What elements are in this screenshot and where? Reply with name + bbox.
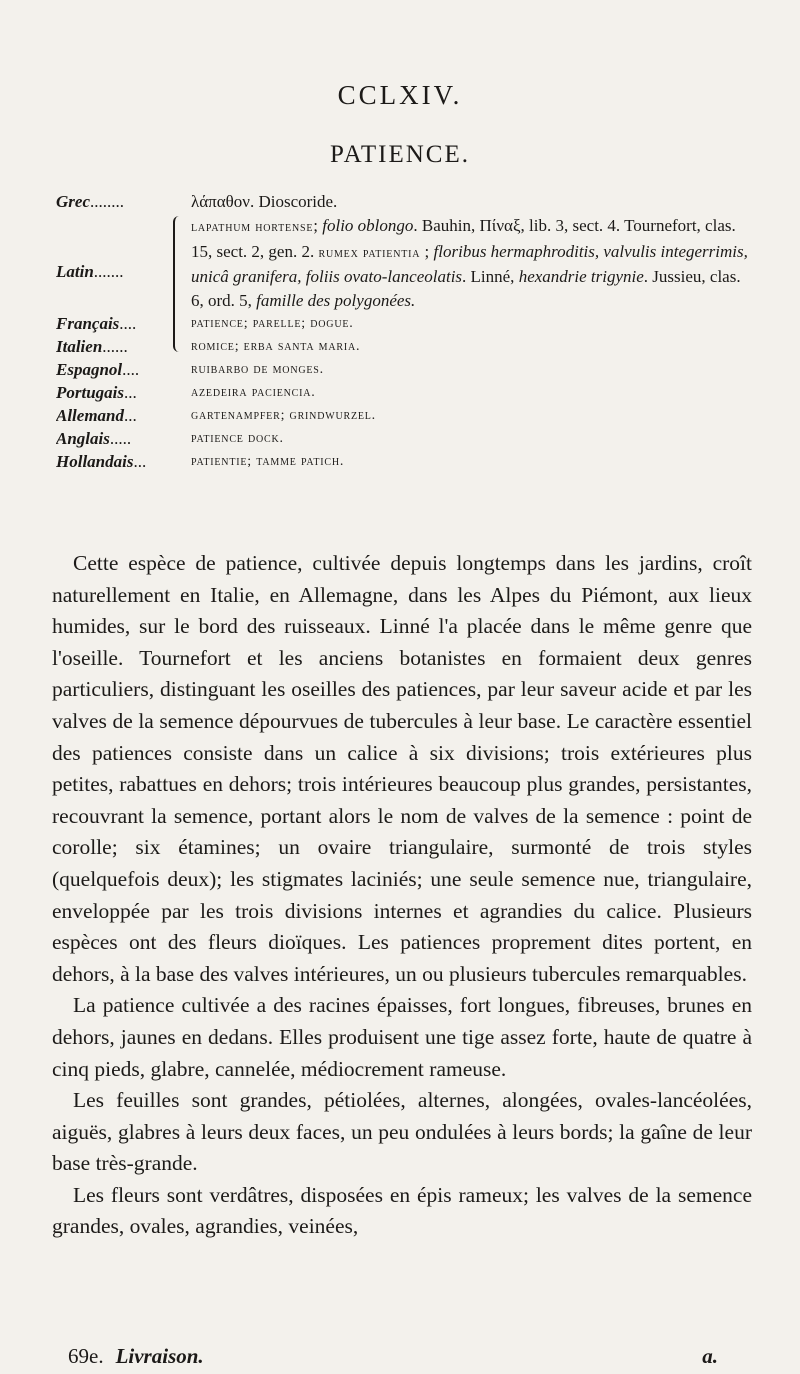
language-label: Anglais..... <box>56 429 132 448</box>
paragraph: Les fleurs sont verdâtres, disposées en épis rameux; les valves de la semence grandes, ovales, agrandies, veinées, <box>52 1182 752 1239</box>
paragraph: Cette espèce de patience, cultivée depuis longtemps dans les jardins, croît naturellement en Italie, en Allemagne, dans les Alpes du Piémont, aux lieux humides, sur le bord des ruisseaux. Linné l'a placée dans le même genre que l'oseille. Tournefort et les anciens botanistes en formaient deux genres particuliers, distinguant les oseilles des patiences, par leur saveur acide et par les valves de la semence dépourvues de tubercules à leur base. Le caractère essentiel des patiences consiste dans un calice à six divisions; trois extérieures plus petites, rabattues en dehors; trois intérieures beaucoup plus grandes, persistantes, recouvrant la semence, portant alors le nom de valves de la semence : point de corolle; six étamines; un ovaire triangulaire, surmonté de trois styles (quelquefois deux); les stigmates laciniés; une seule semence nue, triangulaire, enveloppée par les trois divisions internes et agrandies du calice. Plusieurs espèces ont des fleurs dioïques. Les patiences proprement dites portent, en dehors, à la base des valves intérieures, un ou plusieurs tubercules remarquables. <box>52 551 752 986</box>
name-row-vernacular <box>56 404 756 427</box>
plate-number: CCLXIV. <box>337 80 463 110</box>
paragraph: Les feuilles sont grandes, pétiolées, alternes, alongées, ovales-lancéolées, aiguës, glabres à leurs deux faces, un peu ondulées à leurs bords; la gaîne de leur base très-grande. <box>52 1088 752 1176</box>
name-row-vernacular <box>56 312 756 335</box>
language-label: Espagnol.... <box>56 360 140 379</box>
latin-names: lapathum hortense; folio oblongo. Bauhin, Πίναξ, lib. 3, sect. 4. Tournefort, clas. 15, sect. 2, gen. 2. rumex patientia ; floribus hermaphroditis, valvulis integerrimis, unicâ granifera, foliis ovato-lanceolatis. Linné, hexandrie trigynie. Jussieu, clas. 6, ord. 5, famille des polygonées. <box>191 216 748 310</box>
name-row-grec <box>56 190 756 213</box>
vernacular-name: gartenampfer; grindwurzel. <box>191 408 376 423</box>
name-row-vernacular <box>56 381 756 404</box>
name-row-vernacular <box>56 335 756 358</box>
vernacular-name: patience dock. <box>191 431 284 446</box>
name-row-vernacular <box>56 450 756 473</box>
livraison-number: 69e. <box>68 1344 104 1368</box>
vernacular-name: patience; parelle; dogue. <box>191 316 354 331</box>
page-footer <box>68 1344 718 1369</box>
signature-mark: a. <box>702 1344 718 1368</box>
livraison-label: Livraison. <box>115 1344 204 1368</box>
paragraph: La patience cultivée a des racines épaisses, fort longues, fibreuses, brunes en dehors, jaunes en dedans. Elles produisent une tige assez forte, haute de quatre à cinq pieds, glabre, cannelée, médiocrement rameuse. <box>52 993 752 1081</box>
language-label: Hollandais... <box>56 452 147 471</box>
page-title: PATIENCE. <box>329 141 470 168</box>
vernacular-name: romice; erba santa maria. <box>191 339 361 354</box>
language-label: Italien...... <box>56 337 128 356</box>
vernacular-name: ruibarbo de monges. <box>191 362 324 377</box>
language-label: Portugais... <box>56 383 137 402</box>
language-label: Français.... <box>56 314 137 333</box>
language-label: Latin....... <box>56 262 124 281</box>
language-label: Allemand... <box>56 406 137 425</box>
vernacular-name: patientie; tamme patich. <box>191 454 345 469</box>
body-text <box>52 548 752 1243</box>
vernacular-name: azedeira paciencia. <box>191 385 316 400</box>
names-table <box>56 190 756 473</box>
name-row-latin <box>56 214 756 312</box>
language-label: Grec........ <box>56 192 124 211</box>
name-row-vernacular <box>56 358 756 381</box>
greek-name: λάπαθον. Dioscoride. <box>191 192 338 211</box>
name-row-vernacular <box>56 427 756 450</box>
